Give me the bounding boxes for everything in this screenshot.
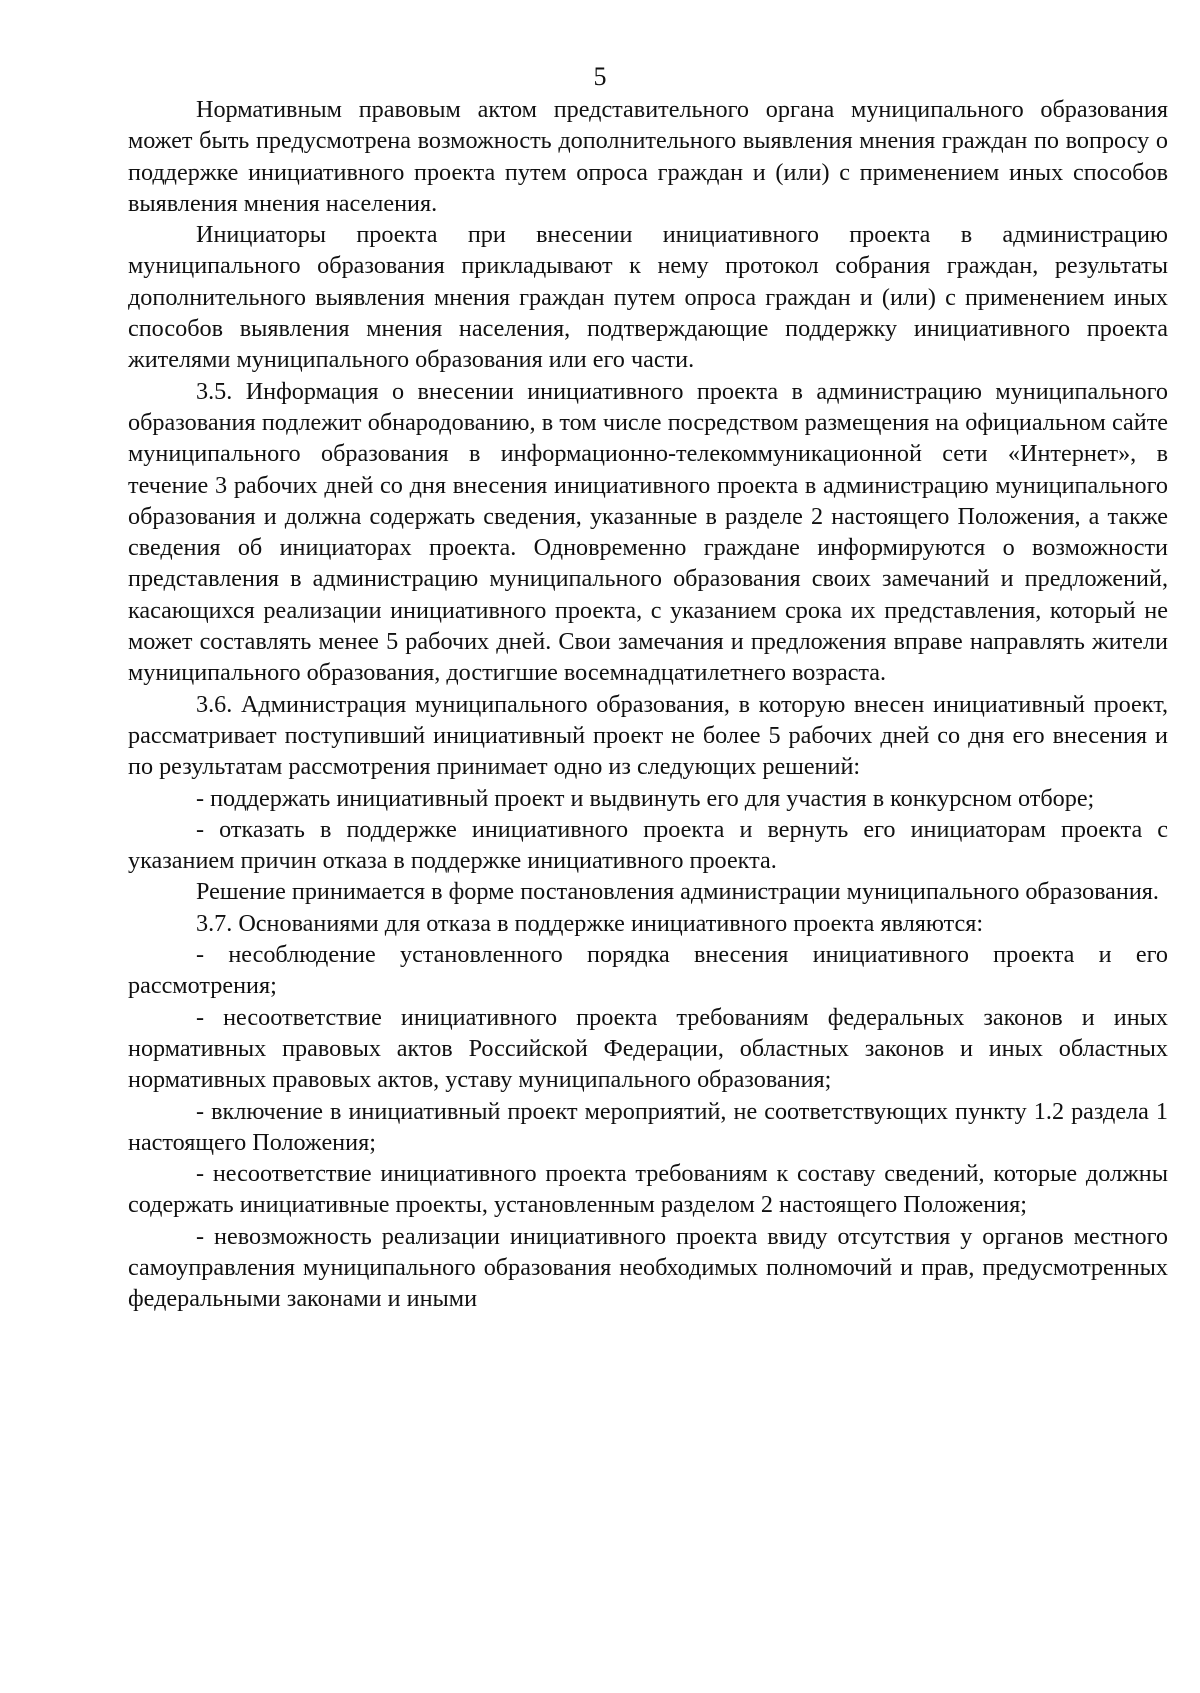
- page-number: 5: [593, 62, 607, 91]
- paragraph-3-6-review: 3.6. Администрация муниципального образования, в которую внесен инициативный проект, рассматривает поступивший инициативный проект не более 5 рабочих дней со дня его внесения и по результатам рассмотрения принимает одно из следующих решений:: [128, 690, 1168, 781]
- list-item-support-project: - поддержать инициативный проект и выдвинуть его для участия в конкурсном отборе;: [196, 784, 1095, 812]
- list-item-legal-noncompliance: - несоответствие инициативного проекта требованиям федеральных законов и иных нормативных правовых актов Российской Федерации, областных законов и иных областных нормативных правовых актов, уставу муниципального образования;: [128, 1003, 1168, 1094]
- list-item-nonconforming-measures: - включение в инициативный проект мероприятий, не соответствующих пункту 1.2 раздела 1 настоящего Положения;: [128, 1097, 1168, 1156]
- paragraph-opinion-survey: Нормативным правовым актом представительного органа муниципального образования может быть предусмотрена возможность дополнительного выявления мнения граждан по вопросу о поддержке инициативного проекта путем опроса граждан и (или) с применением иных способов выявления мнения населения.: [128, 96, 1168, 217]
- paragraph-3-5-publication: 3.5. Информация о внесении инициативного проекта в администрацию муниципального образования подлежит обнародованию, в том числе посредством размещения на официальном сайте муниципального образования в информационно-телекоммуникационной сети «Интернет», в течение 3 рабочих дней со дня внесения инициативного проекта в администрацию муниципального образования и должна содержать сведения, указанные в разделе 2 настоящего Положения, а также сведения об инициаторах проекта. Одновременно граждане информируются о возможности представления в администрацию муниципального образования своих замечаний и предложений, касающихся реализации инициативного проекта, с указанием срока их представления, который не может составлять менее 5 рабочих дней. Свои замечания и предложения вправе направлять жители муниципального образования, достигшие восемнадцатилетнего возраста.: [128, 377, 1168, 687]
- list-item-lack-of-powers: - невозможность реализации инициативного проекта ввиду отсутствия у органов местного самоуправления муниципального образования необходимых полномочий и прав, предусмотренных федеральными законами и иными: [128, 1222, 1168, 1313]
- list-item-content-requirements: - несоответствие инициативного проекта требованиям к составу сведений, которые должны содержать инициативные проекты, установленным разделом 2 настоящего Положения;: [128, 1160, 1168, 1219]
- paragraph-decision-form: Решение принимается в форме постановления администрации муниципального образования.: [196, 878, 1159, 906]
- list-item-refuse-support: - отказать в поддержке инициативного проекта и вернуть его инициаторам проекта с указанием причин отказа в поддержке инициативного проекта.: [128, 815, 1168, 875]
- list-item-procedure-violation: - несоблюдение установленного порядка внесения инициативного проекта и его рассмотрения;: [128, 941, 1168, 1000]
- document-body: [128, 94, 1168, 1315]
- paragraph-initiators-attach-protocol: Инициаторы проекта при внесении инициативного проекта в администрацию муниципального образования прикладывают к нему протокол собрания граждан, результаты дополнительного выявления мнения граждан путем опроса граждан и (или) с применением иных способов выявления мнения населения, подтверждающие поддержку инициативного проекта жителями муниципального образования или его части.: [128, 221, 1168, 374]
- paragraph-3-7-refusal-grounds: 3.7. Основаниями для отказа в поддержке инициативного проекта являются:: [196, 909, 984, 937]
